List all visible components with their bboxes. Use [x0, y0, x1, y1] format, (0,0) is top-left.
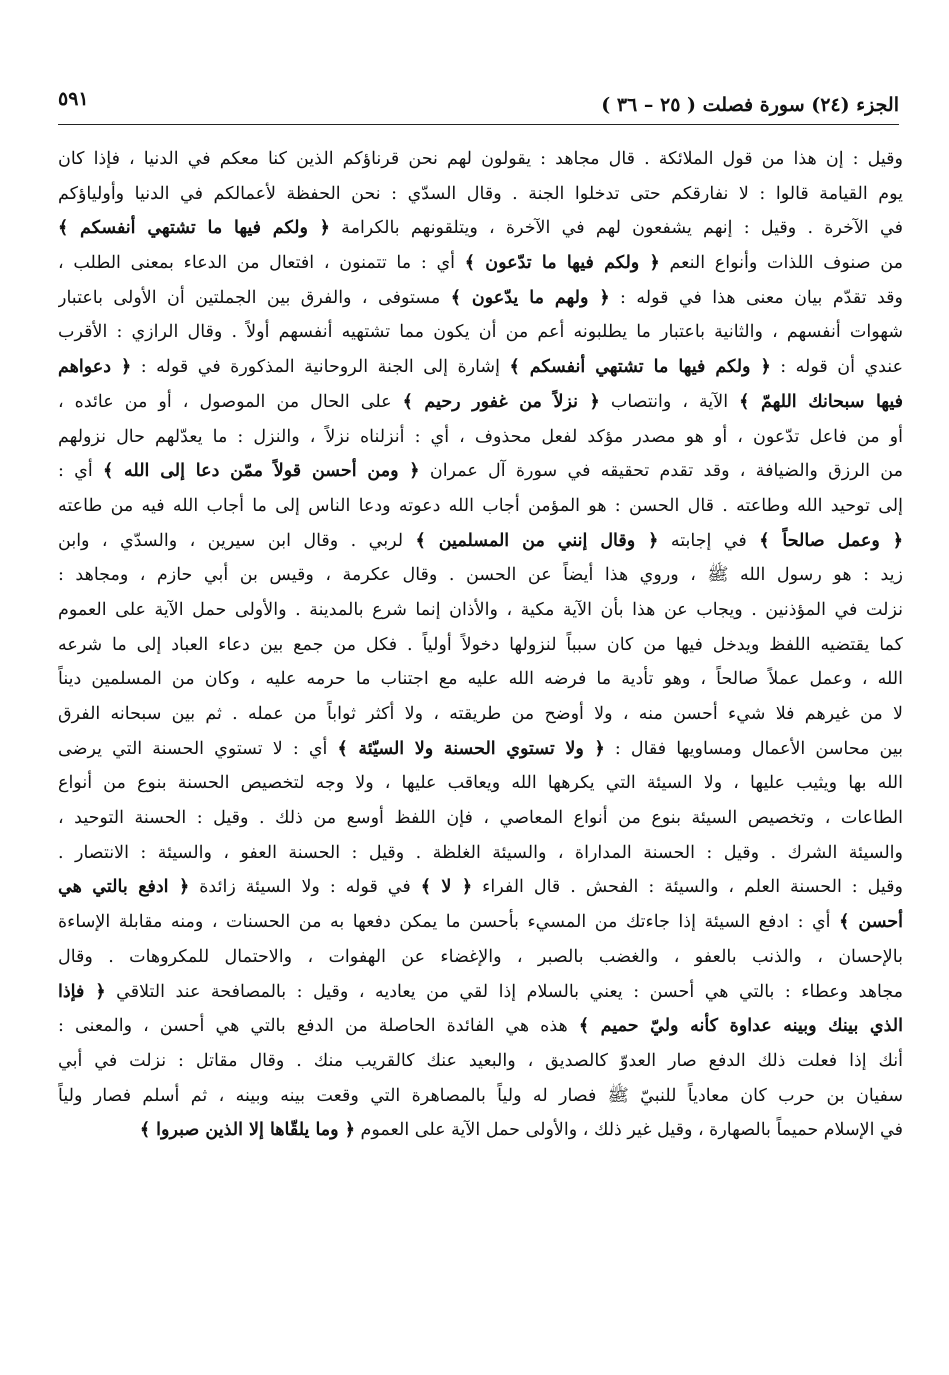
- quran-verse: ﴿ فإذا: [58, 981, 106, 1002]
- text-segment: هذه هي الفائدة الحاصلة من الدفع بالتي هي أحسن ، والمعنى :: [58, 1016, 579, 1037]
- text-segment: كما يقتضيه اللفظ ويدخل فيها من كان سبباً لنزولها دخولاً أولياً . فكل من جمع بين دعاء العباد إلى ما شرعه: [58, 634, 903, 655]
- text-segment: يوم القيامة قالوا : لا نفارقكم حتى تدخلوا الجنة . وقال السدّي : نحن الحفظة لأعمالكم في الدنيا وأولياؤكم: [58, 183, 903, 204]
- text-segment: وقد تقدّم بيان معنى هذا في قوله :: [609, 287, 903, 308]
- text-line: [58, 454, 903, 489]
- text-line: [58, 836, 903, 871]
- text-segment: وقيل : إن هذا من قول الملائكة . قال مجاهد : يقولون لهم نحن قرناؤكم الذين كنا معكم في الدنيا ، فإذا كان: [58, 149, 903, 169]
- text-line: [58, 142, 903, 177]
- page-header: [58, 88, 899, 125]
- body-text: [58, 142, 903, 1148]
- quran-verse: الذي بينك وبينه عداوة كأنه وليّ حميم ﴾: [578, 1016, 903, 1037]
- text-line: [58, 801, 903, 836]
- text-line: [58, 281, 903, 316]
- text-line: [58, 177, 903, 212]
- text-segment: سفيان بن حرب كان معادياً للنبيّ ﷺ فصار له ولياً بالمصاهرة التي وقعت بينه وبينه ، ثم أسلم فصار ولياً: [58, 1085, 903, 1106]
- quran-verse: ﴿ ولا تستوي الحسنة ولا السيّئة ﴾: [337, 738, 605, 759]
- text-segment: عندي أن قوله :: [770, 357, 903, 378]
- text-line: [58, 211, 903, 246]
- running-title: الجزء (٢٤) سورة فصلت ( ٢٥ – ٣٦ ): [601, 94, 899, 116]
- text-line: [58, 558, 903, 593]
- quran-verse: ﴿ وقال إنني من المسلمين ﴾: [415, 530, 659, 551]
- text-line: [58, 975, 903, 1010]
- text-segment: إلى توحيد الله وطاعته . قال الحسن : هو المؤمن أجاب الله دعوته ودعا الناس إلى ما أجاب الله فيه من طاعته: [58, 495, 903, 516]
- text-segment: والسيئة الشرك . وقيل : الحسنة المداراة ، والسيئة الغلظة . وقيل : الحسنة العفو ، والسيئة : الانتصار .: [58, 842, 903, 863]
- text-segment: إشارة إلى الجنة الروحانية المذكورة في قوله :: [131, 357, 510, 378]
- text-line: [58, 489, 903, 524]
- quran-verse: ﴿ وعمل صالحاً ﴾: [759, 530, 903, 551]
- text-segment: لا من غيرهم فلا شيء أحسن منه ، ولا أوضح من طريقته ، ولا أكثر ثواباً من عمله . ثم بين سبحانه الفرق: [58, 704, 903, 724]
- quran-verse: ﴿ ولكم فيها ما تدّعون ﴾: [464, 253, 660, 274]
- text-line: [58, 350, 903, 385]
- text-segment: الله ، وعمل عملاً صالحاً ، وهو تأدية ما فرضه الله عليه مع اجتناب ما حرمه عليه ، وكان من المسلمين ديناً: [58, 669, 903, 690]
- text-line: [58, 246, 903, 281]
- text-segment: بين محاسن الأعمال ومساويها فقال :: [604, 738, 903, 759]
- text-line: [58, 870, 903, 905]
- text-segment: في قوله : ولا السيئة زائدة: [189, 877, 421, 898]
- text-segment: في الآخرة . وقيل : إنهم يشفعون لهم في الآخرة ، ويتلقونهم بالكرامة: [329, 218, 903, 239]
- quran-verse: ﴿ ولكم فيها ما تشتهي أنفسكم ﴾: [509, 357, 771, 378]
- text-line: [58, 628, 903, 663]
- text-line: [58, 385, 903, 420]
- quran-verse: ﴿ ومن أحسن قولاً ممّن دعا إلى الله ﴾: [103, 461, 420, 482]
- text-segment: في إجابته: [658, 530, 760, 551]
- quran-verse: ﴿ دعواهم: [58, 357, 132, 378]
- text-line: [58, 766, 903, 801]
- quran-verse: ﴿ نزلاً من غفور رحيم ﴾: [402, 391, 600, 412]
- text-line: [58, 905, 903, 940]
- text-segment: أي : ادفع السيئة إذا جاءتك من المسيء بأحسن ما يمكن دفعها به من الحسنات ، ومنه مقابلة الإساءة: [58, 912, 840, 933]
- text-line: [58, 1044, 903, 1079]
- text-segment: وقيل : الحسنة العلم ، والسيئة : الفحش . قال الفراء: [472, 877, 903, 898]
- text-segment: مستوفى ، والفرق بين الجملتين أن الأولى باعتبار: [58, 287, 451, 308]
- text-segment: أو من فاعل تدّعون ، أو هو مصدر مؤكد لفعل محذوف ، أي : أنزلناه نزلاً ، والنزل : ما يعدّلهم حال نزولهم: [58, 426, 903, 447]
- text-segment: على الحال من الموصول ، أو من عائده ،: [58, 391, 403, 412]
- text-segment: أي :: [58, 461, 103, 482]
- text-line: [58, 662, 903, 697]
- text-segment: من الرزق والضيافة ، وقد تقدم تحقيقه في سورة آل عمران: [419, 461, 903, 482]
- text-segment: أي : لا تستوي الحسنة التي يرضى: [58, 738, 338, 759]
- quran-verse: أحسن ﴾: [839, 912, 903, 933]
- text-segment: في الإسلام حميماً بالصهارة ، وقيل غير ذلك ، والأولى حمل الآية على العموم: [354, 1120, 903, 1141]
- text-line: [58, 697, 903, 732]
- text-segment: الآية ، وانتصاب: [599, 391, 740, 412]
- quran-verse: ﴿ ولكم فيها ما تشتهي أنفسكم ﴾: [58, 218, 330, 239]
- text-line: [58, 420, 903, 455]
- text-segment: الله بها ويثيب عليها ، ولا السيئة التي يكرهها الله ويعاقب عليها ، ولا وجه لتخصيص الحسنة بنوع من أنواع: [58, 773, 903, 794]
- text-line: [58, 593, 903, 628]
- text-segment: لربي . وقال ابن سيرين ، والسدّي ، وابن: [58, 530, 416, 551]
- text-segment: نزلت في المؤذنين . ويجاب عن هذا بأن الآية مكية ، والأذان إنما شرع بالمدينة . والأولى حمل الآية على العموم: [58, 599, 903, 620]
- text-line: [58, 1079, 903, 1114]
- text-segment: مجاهد وعطاء : بالتي هي أحسن : يعني بالسلام إذا لقي من يعاديه ، وقيل : بالمصافحة عند التلاقي: [105, 981, 903, 1002]
- text-line: [58, 1009, 903, 1044]
- text-line: [58, 1113, 903, 1148]
- text-segment: زيد : هو رسول الله ﷺ ، وروي هذا أيضاً عن الحسن . وقال عكرمة ، وقيس بن أبي حازم ، ومجاهد :: [58, 565, 903, 586]
- quran-verse: ﴿ ولهم ما يدّعون ﴾: [450, 287, 610, 308]
- quran-verse: فيها سبحانك اللهمّ ﴾: [739, 391, 903, 412]
- page-number: ٥٩١: [58, 88, 89, 110]
- quran-verse: ﴿ ادفع بالتي هي: [58, 877, 190, 898]
- text-line: [58, 315, 903, 350]
- quran-verse: ﴿ وما يلقّاها إلا الذين صبروا ﴾: [139, 1120, 355, 1141]
- text-line: [58, 524, 903, 559]
- quran-verse: ﴿ لا ﴾: [420, 877, 473, 898]
- text-segment: أنك إذا فعلت ذلك الدفع صار العدوّ كالصديق ، والبعيد عنك كالقريب منك . وقال مقاتل : نزلت في أبي: [58, 1050, 903, 1071]
- text-segment: بالإحسان ، والذنب بالعفو ، والغضب بالصبر ، والإغضاء عن الهفوات ، والاحتمال للمكروهات . وقال: [58, 946, 903, 967]
- text-segment: من صنوف اللذات وأنواع النعم: [659, 253, 903, 274]
- text-segment: الطاعات ، وتخصيص السيئة بنوع من أنواع المعاصي ، فإن اللفظ أوسع من ذلك . وقيل : الحسنة التوحيد ،: [58, 808, 903, 829]
- text-segment: شهوات أنفسهم ، والثانية باعتبار ما يطلبونه أعم من أن يكون مما تشتهيه أنفسهم أولاً . وقال الرازي : الأقرب: [58, 322, 903, 343]
- text-line: [58, 732, 903, 767]
- text-segment: أي : ما تتمنون ، افتعال من الدعاء بمعنى الطلب ،: [58, 253, 465, 274]
- text-line: [58, 940, 903, 975]
